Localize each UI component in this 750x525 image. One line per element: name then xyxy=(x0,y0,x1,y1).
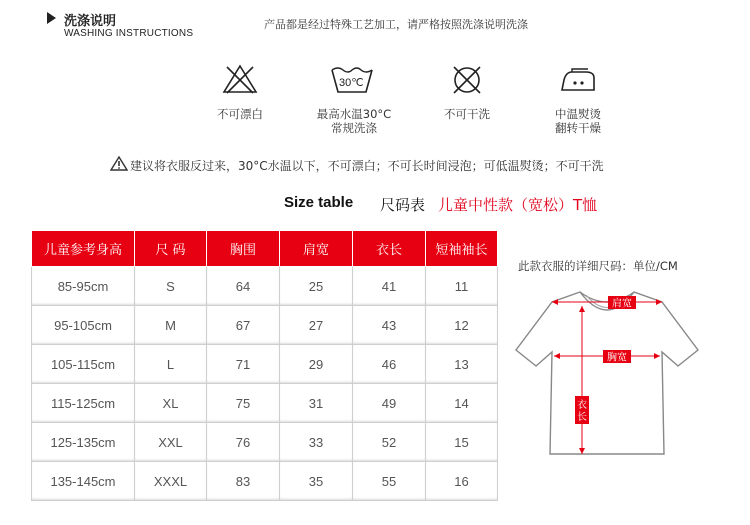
column-header: 衣长 xyxy=(353,231,426,267)
table-cell: 95-105cm xyxy=(32,306,135,345)
table-cell: 115-125cm xyxy=(32,384,135,423)
care-label-iron-line1: 中温熨烫 xyxy=(555,107,601,121)
table-row xyxy=(32,384,498,423)
table-cell: 16 xyxy=(426,462,498,501)
header-arrow-icon xyxy=(47,12,56,24)
column-header: 肩宽 xyxy=(280,231,353,267)
table-cell: 76 xyxy=(207,423,280,462)
wash-temp-text: 30℃ xyxy=(339,77,364,89)
table-row xyxy=(32,306,498,345)
warning-icon xyxy=(110,156,128,175)
column-header: 短袖袖长 xyxy=(426,231,498,267)
care-label-no-bleach: 不可漂白 xyxy=(217,107,263,121)
table-cell: 83 xyxy=(207,462,280,501)
table-cell: 125-135cm xyxy=(32,423,135,462)
product-name: 儿童中性款（宽松）T恤 xyxy=(438,196,598,214)
table-cell: 13 xyxy=(426,345,498,384)
care-label-wash-line2: 常规洗涤 xyxy=(331,121,377,135)
care-label-wash xyxy=(306,107,402,135)
table-cell: 105-115cm xyxy=(32,345,135,384)
length-label-bottom: 长 xyxy=(577,412,587,423)
table-cell: 27 xyxy=(280,306,353,345)
size-table-title-en: Size table xyxy=(284,194,354,211)
iron-medium-icon xyxy=(560,68,596,98)
table-cell: 135-145cm xyxy=(32,462,135,501)
care-note: 产品都是经过特殊工艺加工，请严格按照洗涤说明洗涤 xyxy=(264,18,528,31)
table-cell: 71 xyxy=(207,345,280,384)
table-header-row xyxy=(32,231,498,267)
table-row xyxy=(32,423,498,462)
size-table xyxy=(31,230,498,501)
care-label-no-dry-clean: 不可干洗 xyxy=(444,107,490,121)
length-label-top: 衣 xyxy=(577,400,587,411)
table-cell: XXXL xyxy=(135,462,207,501)
table-cell: 43 xyxy=(353,306,426,345)
table-cell: 25 xyxy=(280,267,353,306)
care-label-wash-line1: 最高水温30°C xyxy=(316,107,392,121)
table-cell: 11 xyxy=(426,267,498,306)
table-cell: 35 xyxy=(280,462,353,501)
column-header: 尺 码 xyxy=(135,231,207,267)
table-row xyxy=(32,345,498,384)
diagram-note: 此款衣服的详细尺码：单位/CM xyxy=(518,259,678,273)
wash-30-icon xyxy=(330,66,374,98)
table-cell: 29 xyxy=(280,345,353,384)
table-cell: 64 xyxy=(207,267,280,306)
table-cell: 52 xyxy=(353,423,426,462)
table-cell: 67 xyxy=(207,306,280,345)
table-cell: L xyxy=(135,345,207,384)
table-cell: 41 xyxy=(353,267,426,306)
table-cell: XXL xyxy=(135,423,207,462)
table-cell: 75 xyxy=(207,384,280,423)
section-title: 洗涤说明 xyxy=(64,14,117,29)
table-row xyxy=(32,462,498,501)
no-bleach-icon xyxy=(222,64,258,98)
tshirt-diagram xyxy=(512,282,702,462)
table-cell: 49 xyxy=(353,384,426,423)
shoulder-label: 肩宽 xyxy=(612,298,632,310)
tshirt-outline xyxy=(516,292,698,454)
no-dry-clean-icon xyxy=(451,64,483,100)
care-advice: 建议将衣服反过来，30°C水温以下，不可漂白；不可长时间浸泡；可低温熨烫；不可干洗 xyxy=(130,159,604,173)
size-table-title-cn: 尺码表 xyxy=(380,196,426,214)
table-cell: 85-95cm xyxy=(32,267,135,306)
table-cell: 15 xyxy=(426,423,498,462)
table-cell: 46 xyxy=(353,345,426,384)
care-label-iron xyxy=(541,107,615,135)
chest-label: 胸宽 xyxy=(607,352,627,364)
table-cell: 33 xyxy=(280,423,353,462)
table-cell: XL xyxy=(135,384,207,423)
table-cell: 14 xyxy=(426,384,498,423)
care-label-iron-line2: 翻转干燥 xyxy=(555,121,601,135)
table-cell: S xyxy=(135,267,207,306)
table-row xyxy=(32,267,498,306)
table-cell: 31 xyxy=(280,384,353,423)
table-cell: 55 xyxy=(353,462,426,501)
column-header: 儿童参考身高 xyxy=(32,231,135,267)
column-header: 胸围 xyxy=(207,231,280,267)
table-cell: M xyxy=(135,306,207,345)
table-cell: 12 xyxy=(426,306,498,345)
section-subtitle: WASHING INSTRUCTIONS xyxy=(64,28,194,39)
